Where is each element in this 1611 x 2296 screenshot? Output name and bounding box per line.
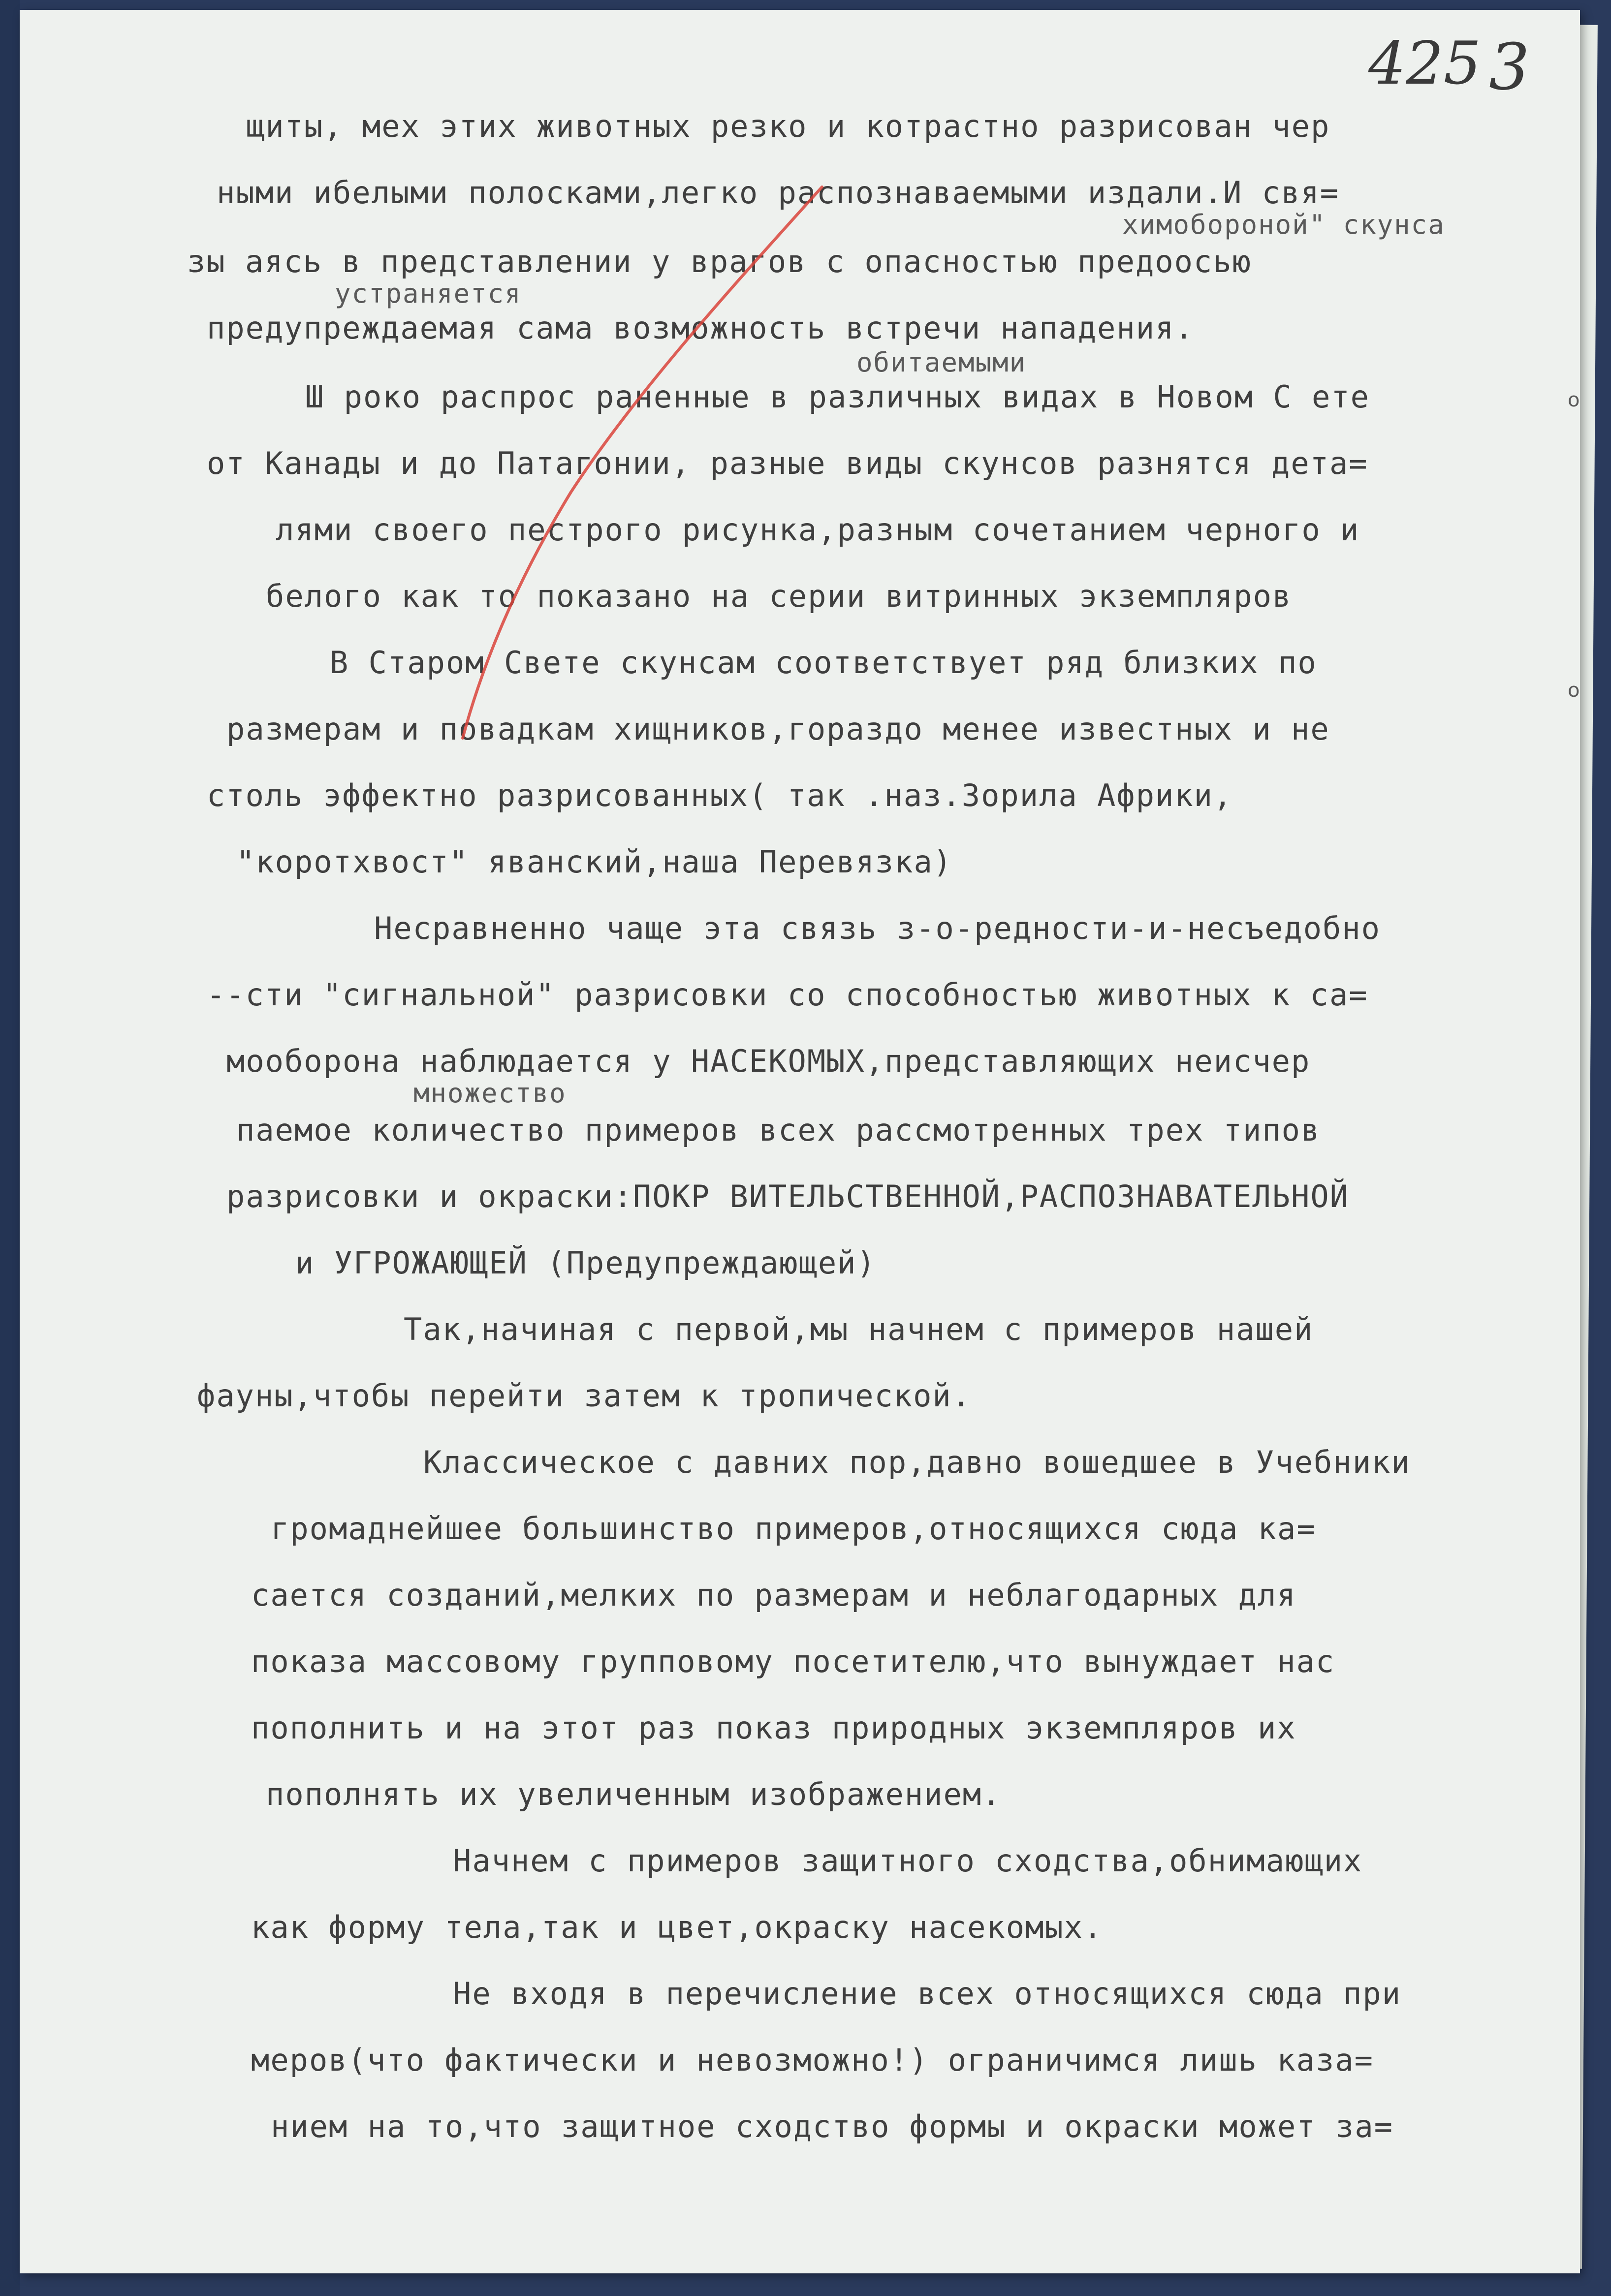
text-line: громаднейшее большинство примеров,относящихся сюда ка=	[271, 1511, 1316, 1547]
text-line: предупреждаемая сама возможность встречи нападения.	[207, 310, 1194, 346]
archive-page-number: 425	[1368, 30, 1482, 98]
overtyped-insert: устраняется	[335, 278, 522, 309]
text-line: столь эффектно разрисованных( так .наз.Зорила Африки,	[207, 777, 1233, 813]
text-line: от Канады и до Патагонии, разные виды скунсов разнятся дета=	[207, 445, 1368, 481]
text-line: Классическое с давних пор,давно вошедшее в Учебники	[423, 1444, 1411, 1480]
text-line: и УГРОЖАЮЩЕЙ (Предупреждающей)	[295, 1245, 876, 1281]
text-line: показа массовому групповому посетителю,что вынуждает нас	[251, 1644, 1335, 1679]
text-line: --сти "сигнальной" разрисовки со способностью животных к са=	[207, 977, 1368, 1013]
margin-mark: o	[1568, 389, 1580, 411]
text-line: пополнять их увеличенным изображением.	[266, 1776, 1002, 1812]
text-line: "коротхвост" яванский,наша Перевязка)	[236, 844, 953, 880]
sheet-number: 3	[1489, 30, 1530, 104]
text-line: Несравненно чаще эта связь з-о-редности-и-несъедобно	[374, 910, 1381, 946]
text-line: мооборона наблюдается у НАСЕКОМЫХ,представляющих неисчер	[226, 1043, 1311, 1079]
text-line: зы аясь в представлении у врагов с опасностью предоосью	[187, 244, 1252, 279]
margin-mark: o	[1568, 679, 1580, 702]
typewritten-page	[20, 10, 1580, 2273]
text-line: Начнем с примеров защитного сходства,обнимающих	[453, 1843, 1363, 1879]
text-line: В Старом Свете скунсам соответствует ряд близких по	[330, 645, 1317, 681]
text-line: пополнить и на этот раз показ природных экземпляров их	[251, 1710, 1296, 1746]
text-line: как форму тела,так и цвет,окраску насекомых.	[251, 1909, 1103, 1945]
text-line: сается созданий,мелких по размерам и неблагодарных для	[251, 1577, 1296, 1613]
text-line: Так,начиная с первой,мы начнем с примеров нашей	[404, 1311, 1314, 1347]
text-line: Ш роко распрос раненные в различных видах в Новом С ете	[305, 379, 1370, 415]
text-line: ными ибелыми полосками,легко распознаваемыми издали.И свя=	[217, 175, 1339, 211]
text-line: нием на то,что защитное сходство формы и окраски может за=	[271, 2109, 1393, 2144]
text-line: щиты, мех этих животных резко и котрастно разрисован чер	[246, 108, 1330, 144]
text-line: лями своего пестрого рисунка,разным сочетанием черного и	[276, 512, 1360, 548]
text-line: белого как то показано на серии витринных экземпляров	[266, 578, 1292, 614]
overtyped-insert: множество	[413, 1078, 567, 1109]
red-pencil-stroke	[20, 10, 1580, 2273]
text-line: паемое количество примеров всех рассмотренных трех типов	[236, 1112, 1321, 1148]
text-line: Не входя в перечисление всех относящихся сюда при	[453, 1976, 1402, 2012]
text-line: фауны,чтобы перейти затем к тропической.	[197, 1378, 972, 1414]
overtyped-insert: химобороной" скунса	[1122, 209, 1445, 240]
folder-binding	[0, 0, 20, 2296]
text-line: размерам и повадкам хищников,гораздо менее известных и не	[226, 711, 1330, 747]
text-line: разрисовки и окраски:ПОКР ВИТЕЛЬСТВЕННОЙ,РАСПОЗНАВАТЕЛЬНОЙ	[226, 1179, 1349, 1214]
text-line: меров(что фактически и невозможно!) ограничимся лишь каза=	[251, 2042, 1374, 2078]
overtyped-insert: обитаемыми	[856, 347, 1027, 378]
